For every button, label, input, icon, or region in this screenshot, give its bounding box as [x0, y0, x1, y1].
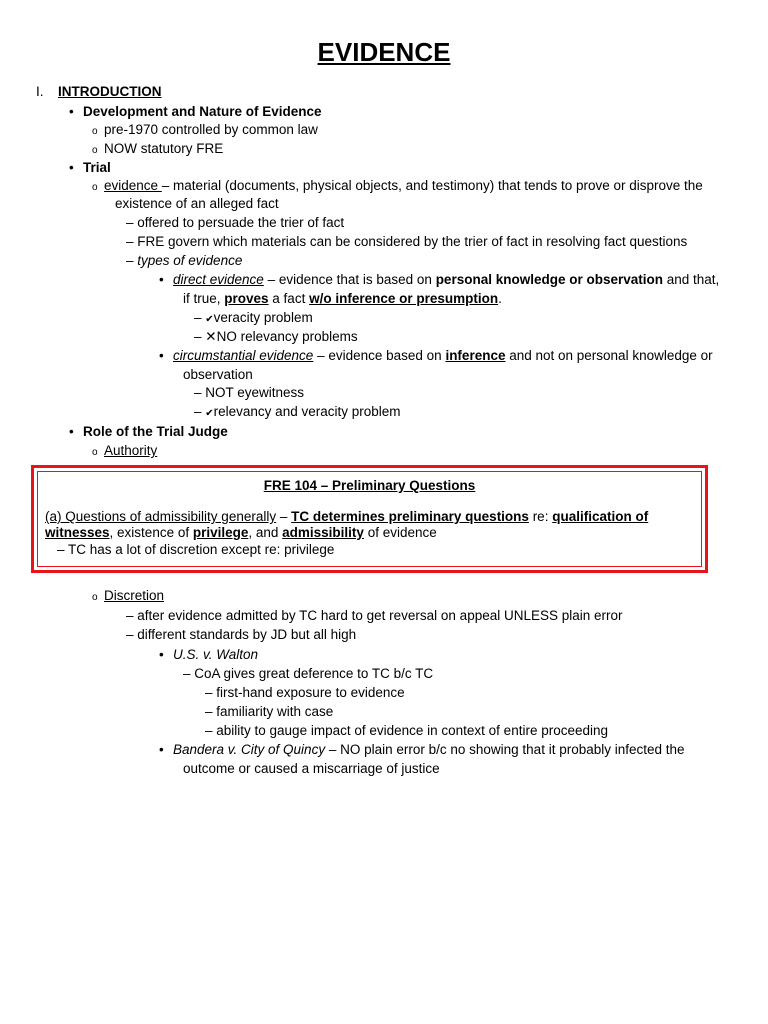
bullet-role — [69, 423, 228, 441]
list-item — [92, 121, 318, 141]
walton-reason-1: – first-hand exposure to evidence — [205, 685, 405, 700]
bullet-development — [69, 103, 322, 121]
witnesses: witnesses — [45, 525, 110, 540]
circumstantial-evidence — [159, 347, 713, 365]
dash: – — [194, 329, 206, 344]
circ-continued: observation — [183, 367, 253, 382]
circ-check-line — [194, 403, 401, 423]
circle-bullet-icon: o — [92, 182, 98, 193]
admissibility: admissibility — [282, 525, 364, 540]
privilege: privilege — [192, 525, 249, 540]
direct-evidence-continued — [183, 290, 502, 308]
direct-evidence — [159, 271, 719, 289]
circ-text-1: – evidence based on — [313, 348, 446, 363]
fre-text: , and — [248, 525, 283, 540]
walton-title: U.S. v. Walton — [173, 647, 259, 662]
types-dash: – — [126, 253, 138, 268]
relevancy-veracity-problem: relevancy and veracity problem — [213, 404, 401, 419]
circ-inference: inference — [445, 348, 506, 363]
bullet-icon: • — [69, 160, 74, 175]
trial-dash-1: – offered to persuade the trier of fact — [126, 215, 345, 230]
fre-104-note: – TC has a lot of discretion except re: privilege — [57, 542, 335, 557]
fre-text: re: — [528, 509, 553, 524]
direct-term: direct evidence — [173, 272, 264, 287]
development-item-2: NOW statutory FRE — [104, 141, 224, 156]
types-of-evidence: types of evidence — [137, 253, 243, 268]
section-title: INTRODUCTION — [58, 84, 162, 99]
dash: – — [194, 310, 206, 325]
trial-heading: Trial — [83, 160, 111, 175]
evidence-definition — [92, 177, 703, 197]
discretion-heading: Discretion — [104, 588, 165, 603]
fre-text: – — [276, 509, 292, 524]
bandera-title: Bandera v. City of Quincy — [173, 742, 326, 757]
direct-without-inference: w/o inference or presumption — [309, 291, 499, 306]
direct-text-2: and that, — [663, 272, 720, 287]
direct-text-4: a fact — [268, 291, 310, 306]
direct-text-5: . — [498, 291, 502, 306]
fre-104-title: FRE 104 – Preliminary Questions — [263, 478, 476, 493]
circle-bullet-icon: o — [92, 145, 98, 156]
fre-104-a-line-2 — [45, 524, 437, 542]
authority-item — [92, 442, 157, 462]
not-eyewitness: – NOT eyewitness — [194, 385, 305, 400]
bullet-icon: • — [69, 104, 74, 119]
section-heading — [36, 83, 162, 101]
circle-bullet-icon: o — [92, 447, 98, 458]
veracity-problem: veracity problem — [213, 310, 313, 325]
no-relevancy-problems: NO relevancy problems — [216, 329, 358, 344]
development-heading: Development and Nature of Evidence — [83, 104, 322, 119]
list-item — [92, 140, 223, 160]
discretion-item — [92, 587, 164, 607]
check-icon: ✔ — [205, 408, 214, 419]
bullet-icon: • — [159, 272, 164, 287]
direct-x-line — [194, 328, 358, 346]
direct-text-3: if true, — [183, 291, 225, 306]
types-line — [126, 252, 242, 270]
authority: Authority — [104, 443, 158, 458]
bandera-continued: outcome or caused a miscarriage of justice — [183, 761, 440, 776]
qualification-of: qualification of — [552, 509, 649, 524]
x-mark-icon: ✕ — [205, 329, 217, 344]
direct-proves: proves — [224, 291, 269, 306]
direct-check-line — [194, 309, 313, 329]
circle-bullet-icon: o — [92, 592, 98, 603]
walton-reason-3: – ability to gauge impact of evidence in context of entire proceeding — [205, 723, 609, 738]
bullet-icon: • — [159, 647, 164, 662]
role-heading: Role of the Trial Judge — [83, 424, 228, 439]
evidence-def-continued: existence of an alleged fact — [115, 196, 279, 211]
check-icon: ✔ — [205, 314, 214, 325]
circle-bullet-icon: o — [92, 126, 98, 137]
tc-determines: TC determines preliminary questions — [291, 509, 529, 524]
document-title: EVIDENCE — [317, 37, 451, 67]
fre-text: , existence of — [109, 525, 193, 540]
walton-reason-2: – familiarity with case — [205, 704, 334, 719]
discretion-dash-2: – different standards by JD but all high — [126, 627, 357, 642]
bandera-case — [159, 741, 685, 759]
dash: – — [194, 404, 206, 419]
circumstantial-term: circumstantial evidence — [173, 348, 314, 363]
evidence-def: – material (documents, physical objects, and testimony) that tends to prove or disprove the — [161, 178, 703, 193]
bandera-text: – NO plain error b/c no showing that it probably infected the — [325, 742, 685, 757]
bullet-icon: • — [159, 348, 164, 363]
bullet-trial — [69, 159, 111, 177]
development-item-1: pre-1970 controlled by common law — [104, 122, 318, 137]
evidence-term: evidence — [104, 178, 162, 193]
direct-bold-1: personal knowledge or observation — [435, 272, 663, 287]
fre-text: of evidence — [363, 525, 437, 540]
bullet-icon: • — [69, 424, 74, 439]
discretion-dash-1: – after evidence admitted by TC hard to get reversal on appeal UNLESS plain error — [126, 608, 623, 623]
bullet-icon: • — [159, 742, 164, 757]
trial-dash-2: – FRE govern which materials can be considered by the trier of fact in resolving fact questions — [126, 234, 688, 249]
fre-104-a-label: (a) Questions of admissibility generally — [45, 509, 277, 524]
walton-case — [159, 646, 258, 664]
walton-dash: – CoA gives great deference to TC b/c TC — [183, 666, 434, 681]
section-numeral: I. — [36, 84, 44, 99]
circ-text-2: and not on personal knowledge or — [505, 348, 713, 363]
direct-text-1: – evidence that is based on — [263, 272, 436, 287]
